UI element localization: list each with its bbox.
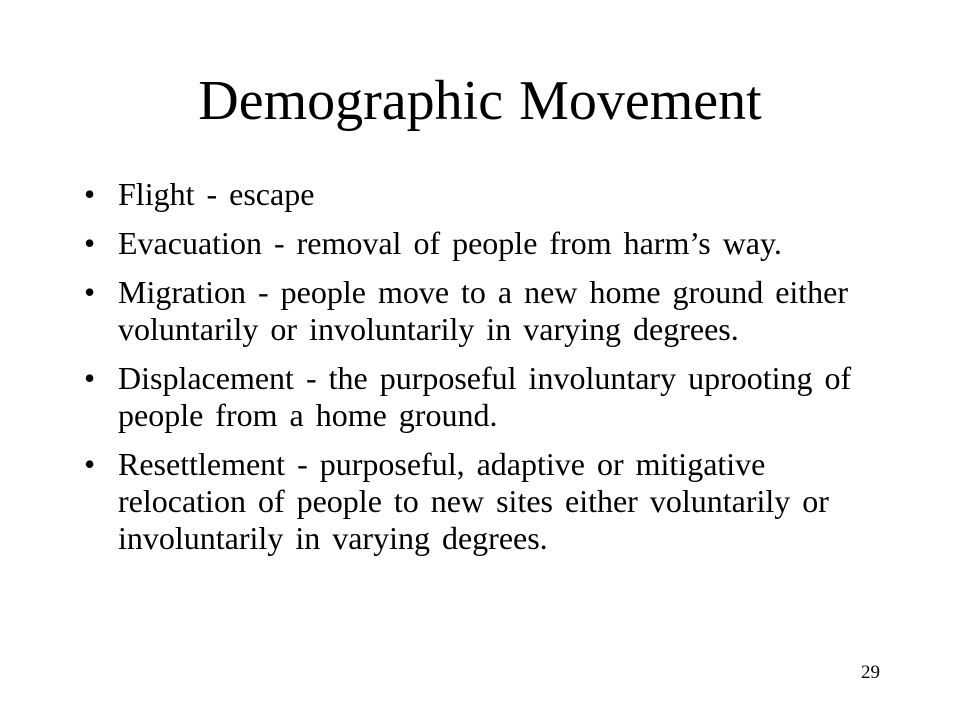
bullet-item-displacement (84, 360, 904, 434)
bullet-item-migration (84, 274, 904, 348)
bullet-item-evacuation (84, 225, 904, 262)
bullet-marker: • (84, 176, 96, 212)
bullet-text: Flight - escape (118, 176, 315, 212)
slide-title: Demographic Movement (198, 70, 762, 132)
bullet-text: Resettlement - purposeful, adaptive or mitigative relocation of people to new sites either voluntarily or involuntarily in varying degrees. (118, 446, 829, 556)
bullet-marker: • (84, 274, 96, 310)
page-number: 29 (861, 662, 880, 683)
bullet-list (84, 176, 904, 569)
bullet-marker: • (84, 360, 96, 396)
bullet-item-resettlement (84, 446, 904, 557)
bullet-text: Evacuation - removal of people from harm’s way. (118, 225, 782, 261)
bullet-marker: • (84, 446, 96, 482)
bullet-item-flight (84, 176, 904, 213)
bullet-text: Displacement - the purposeful involuntary uprooting of people from a home ground. (118, 360, 852, 433)
bullet-marker: • (84, 225, 96, 261)
bullet-text: Migration - people move to a new home ground either voluntarily or involuntarily in varying degrees. (118, 274, 849, 347)
